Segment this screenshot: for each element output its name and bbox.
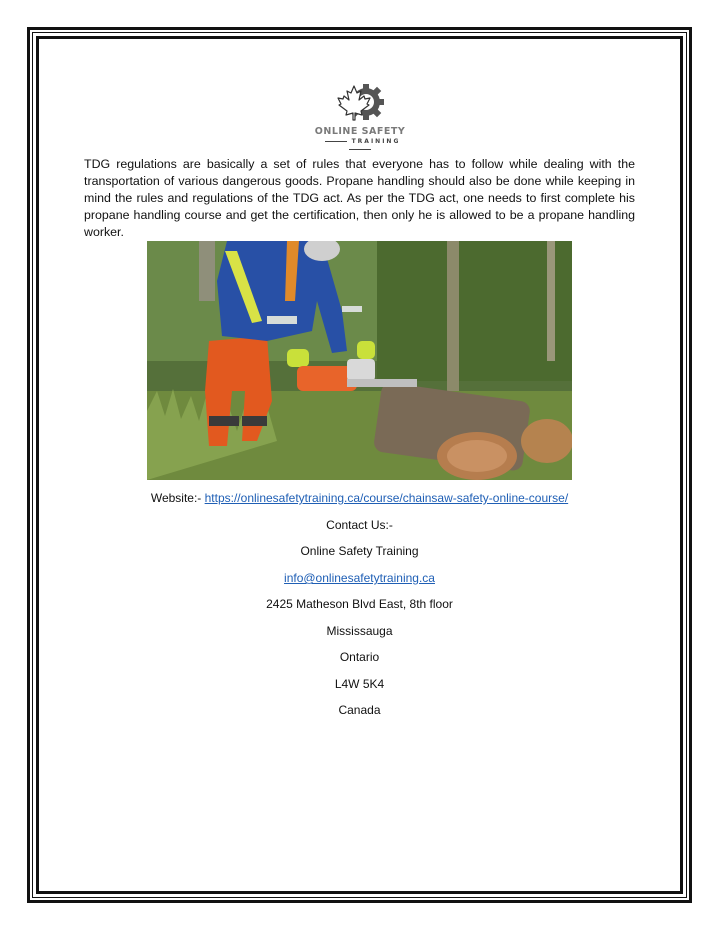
maple-leaf-gear-icon — [304, 82, 416, 126]
logo-tagline-text: TRAINING — [304, 138, 416, 154]
logo-brand-text: ONLINE SAFETY — [314, 126, 406, 137]
body-paragraph: TDG regulations are basically a set of rules that everyone has to follow while dealing with the transportation of various dangerous goods. Propane handling should also be done while keeping in mind the rules and regulations of the TDG act. As per the TDG act, one needs to first complete his propane handling course and get the certification, then only he is allowed to be a propane handling worker. — [84, 157, 635, 239]
website-link[interactable]: https://onlinesafetytraining.ca/course/chainsaw-safety-online-course/ — [204, 491, 569, 505]
chainsaw-operator-photo — [147, 241, 572, 480]
email-line — [84, 571, 635, 586]
postal-code-line: L4W 5K4 — [334, 677, 385, 691]
email-link[interactable]: info@onlinesafetytraining.ca — [284, 571, 435, 585]
contact-heading: Contact Us:- — [326, 518, 393, 532]
city-line: Mississauga — [326, 624, 393, 638]
address-line: 2425 Matheson Blvd East, 8th floor — [266, 597, 453, 611]
country-line: Canada — [338, 703, 381, 717]
province-line: Ontario — [339, 650, 380, 664]
company-name: Online Safety Training — [300, 544, 419, 558]
website-label: Website:- — [150, 491, 205, 505]
website-line — [84, 491, 635, 506]
company-logo — [304, 82, 416, 146]
